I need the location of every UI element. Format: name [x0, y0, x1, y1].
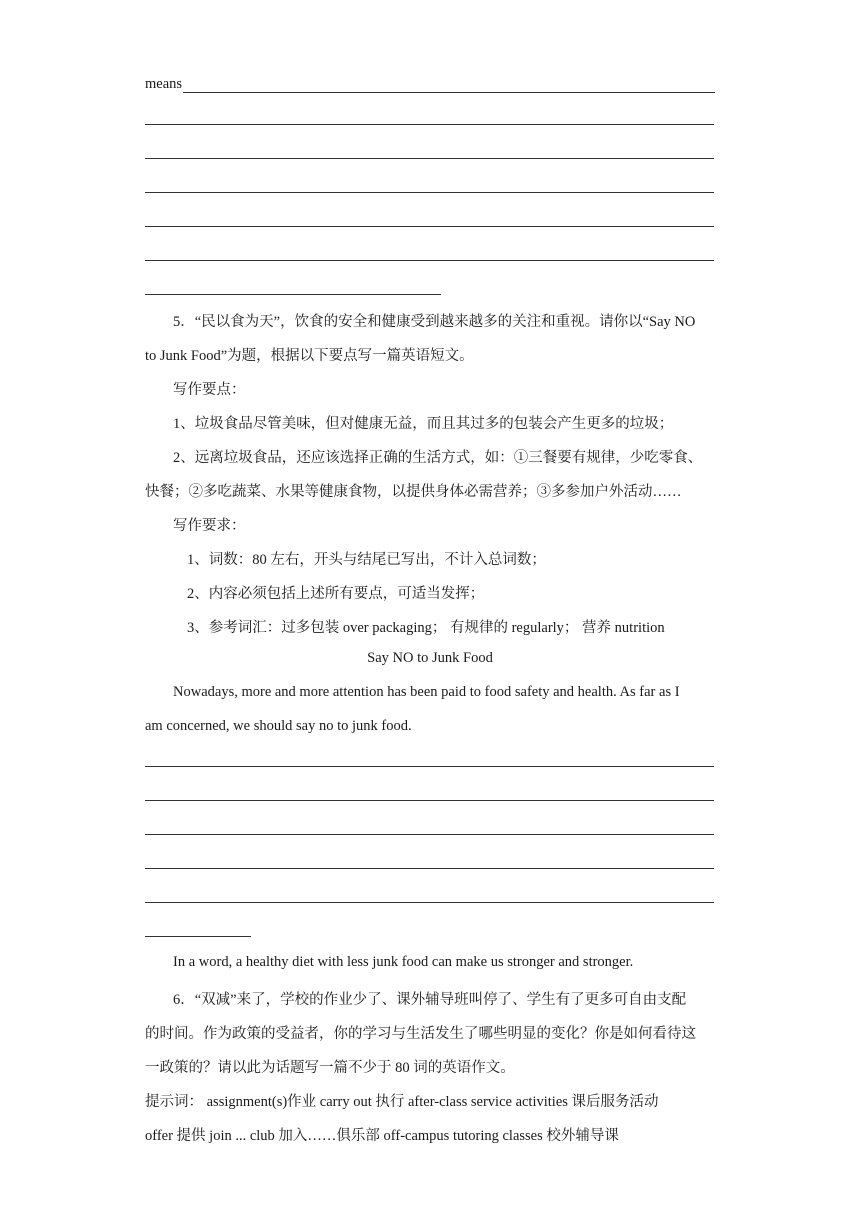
answer-line[interactable]: [145, 936, 251, 937]
answer-line[interactable]: [145, 260, 714, 261]
q6-hint-words-line-2: offer 提供 join ... club 加入……俱乐部 off-campus tutoring classes 校外辅导课: [145, 1128, 619, 1144]
answer-line[interactable]: [145, 294, 441, 295]
q5-opening-line-2: am concerned, we should say no to junk food.: [145, 718, 412, 734]
answer-line[interactable]: [145, 124, 714, 125]
q4-lead-word: means: [145, 76, 183, 92]
answer-line[interactable]: [145, 834, 714, 835]
q5-requirements-heading: 写作要求：: [173, 518, 246, 534]
q6-prompt-line-2: 的时间。作为政策的受益者，你的学习与生活发生了哪些明显的变化？你是如何看待这: [145, 1026, 696, 1042]
answer-line[interactable]: [145, 766, 714, 767]
q6-prompt-line-3: 一政策的？请以此为话题写一篇不少于 80 词的英语作文。: [145, 1060, 515, 1076]
q5-requirement-2: 2、内容必须包括上述所有要点，可适当发挥；: [187, 586, 485, 602]
answer-underline: [183, 78, 715, 93]
q5-points-heading: 写作要点：: [173, 382, 246, 398]
answer-line[interactable]: [145, 902, 714, 903]
q5-requirement-1: 1、词数：80 左右，开头与结尾已写出，不计入总词数；: [187, 552, 546, 568]
answer-line[interactable]: [145, 868, 714, 869]
answer-line[interactable]: [145, 226, 714, 227]
q5-point-1: 1、垃圾食品尽管美味，但对健康无益，而且其过多的包装会产生更多的垃圾；: [173, 416, 674, 432]
q5-essay-title: Say NO to Junk Food: [367, 650, 493, 666]
q5-prompt-line-1: 5．“民以食为天”，饮食的安全和健康受到越来越多的关注和重视。请你以“Say NO: [173, 314, 696, 330]
answer-line[interactable]: [145, 158, 714, 159]
q5-point-2a: 2、远离垃圾食品，还应该选择正确的生活方式，如：①三餐要有规律，少吃零食、: [173, 450, 703, 466]
q5-closing-line: In a word, a healthy diet with less junk food can make us stronger and stronger.: [173, 954, 634, 970]
q6-prompt-line-1: 6．“双减”来了，学校的作业少了、课外辅导班叫停了、学生有了更多可自由支配: [173, 992, 687, 1008]
answer-line[interactable]: [145, 800, 714, 801]
q5-requirement-3: 3、参考词汇：过多包装 over packaging； 有规律的 regularly； 营养 nutrition: [187, 620, 665, 636]
q5-point-2b: 快餐；②多吃蔬菜、水果等健康食物，以提供身体必需营养；③多参加户外活动……: [145, 484, 682, 500]
answer-line[interactable]: [145, 192, 714, 193]
q4-answer-first-line[interactable]: [145, 76, 715, 93]
q6-hint-words-line-1: 提示词： assignment(s)作业 carry out 执行 after-class service activities 课后服务活动: [145, 1094, 659, 1110]
q5-prompt-line-2: to Junk Food”为题，根据以下要点写一篇英语短文。: [145, 348, 474, 364]
q5-opening-line-1: Nowadays, more and more attention has been paid to food safety and health. As far as I: [173, 684, 680, 700]
